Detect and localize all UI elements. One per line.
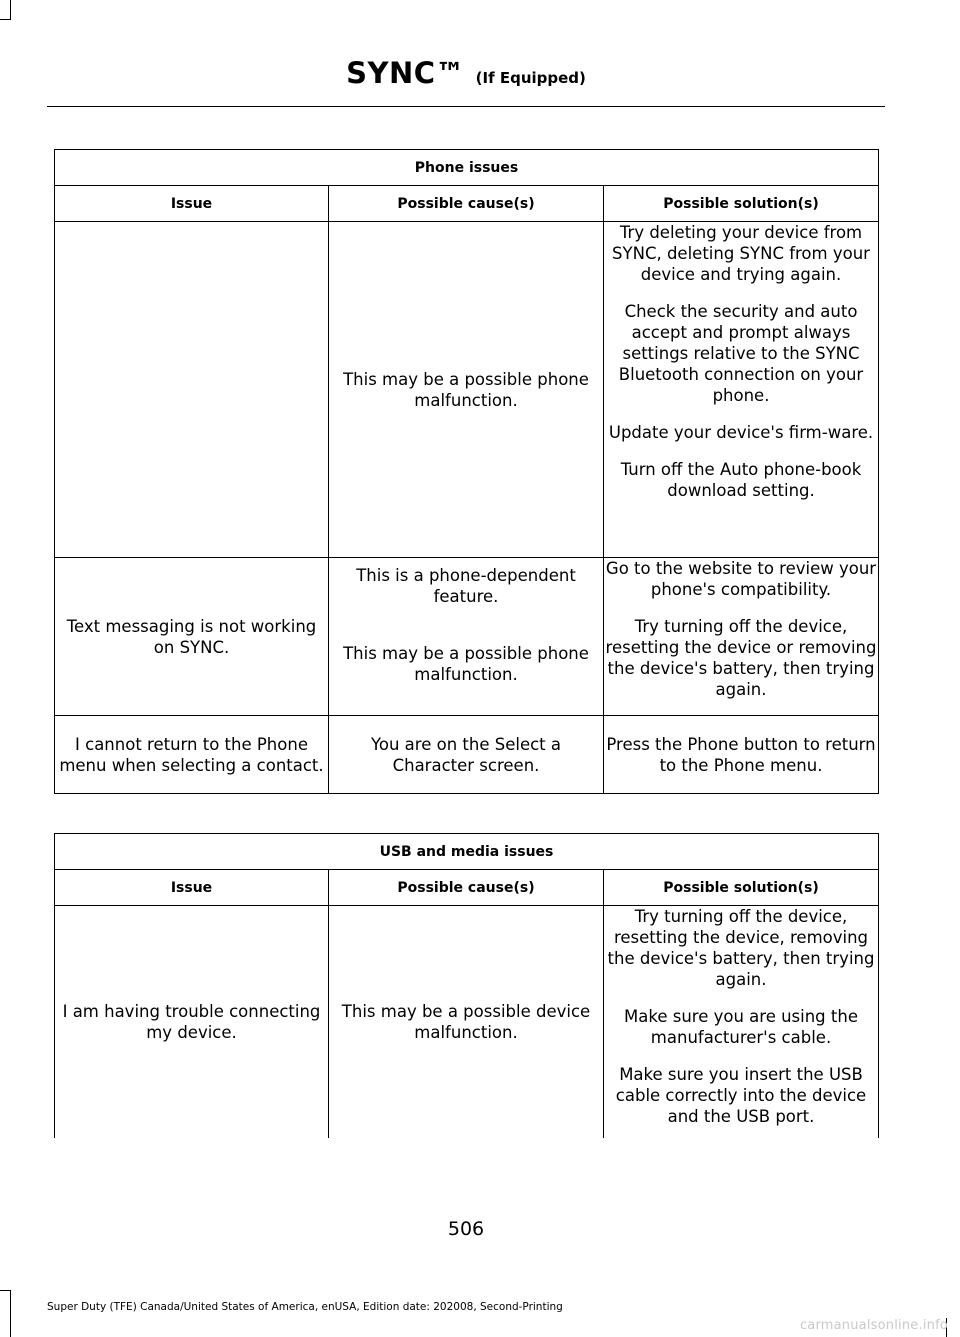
solution-cell — [604, 222, 879, 558]
table-row — [55, 558, 879, 716]
column-header-issue: Issue — [55, 186, 329, 222]
phone-issues-table — [54, 149, 879, 794]
issue-cell: I cannot return to the Phone menu when selecting a contact. — [55, 716, 329, 794]
solution-cell — [604, 558, 879, 716]
cause-cell — [329, 558, 604, 716]
column-header-cause: Possible cause(s) — [329, 186, 604, 222]
solution-text: Make sure you are using the manufacturer's cable. — [624, 1007, 858, 1047]
cause-text: This is a phone-dependent feature. — [356, 566, 576, 606]
cause-cell: You are on the Select a Character screen. — [329, 716, 604, 794]
page-header — [0, 56, 932, 90]
solution-text: Try turning off the device, resetting the device or removing the device's battery, then trying again. — [605, 617, 877, 699]
header-rule — [47, 106, 885, 107]
solution-cell — [604, 906, 879, 1138]
solution-cell: Press the Phone button to return to the Phone menu. — [604, 716, 879, 794]
table-caption: USB and media issues — [55, 834, 879, 870]
header-title: SYNC™ — [346, 56, 466, 90]
column-header-issue: Issue — [55, 870, 329, 906]
crop-mark — [0, 19, 11, 20]
column-header-solution: Possible solution(s) — [604, 870, 879, 906]
solution-text: Turn off the Auto phone-book download setting. — [620, 460, 862, 500]
issue-cell: Text messaging is not working on SYNC. — [55, 558, 329, 716]
solution-text: Update your device's firm-ware. — [608, 423, 874, 442]
header-subtitle: (If Equipped) — [475, 69, 586, 87]
solution-text: Make sure you insert the USB cable correctly into the device and the USB port. — [615, 1065, 867, 1126]
usb-media-issues-table — [54, 833, 879, 1138]
column-header-solution: Possible solution(s) — [604, 186, 879, 222]
solution-text: Go to the website to review your phone's compatibility. — [605, 559, 877, 599]
crop-mark — [10, 0, 11, 20]
table-row — [55, 222, 879, 558]
solution-text: Try deleting your device from SYNC, deleting SYNC from your device and trying again. — [612, 223, 870, 284]
solution-text: Check the security and auto accept and prompt always settings relative to the SYNC Bluetooth connection on your phone. — [618, 302, 864, 405]
watermark: carmanualsonline.info — [799, 1318, 948, 1333]
footer-text: Super Duty (TFE) Canada/United States of America, enUSA, Edition date: 202008, Second-Printing — [47, 1301, 563, 1313]
table-row — [55, 716, 879, 794]
cause-text: This may be a possible phone malfunction. — [343, 644, 589, 684]
crop-mark — [10, 1290, 11, 1337]
cause-cell: This may be a possible device malfunction. — [329, 906, 604, 1138]
table-row — [55, 906, 879, 1138]
column-header-cause: Possible cause(s) — [329, 870, 604, 906]
cause-cell: This may be a possible phone malfunction. — [329, 222, 604, 558]
solution-text: Try turning off the device, resetting the device, removing the device's battery, then trying again. — [607, 907, 875, 989]
table-caption: Phone issues — [55, 150, 879, 186]
page-number: 506 — [447, 1218, 485, 1240]
crop-mark — [0, 1290, 11, 1291]
issue-cell: I am having trouble connecting my device. — [55, 906, 329, 1138]
issue-cell — [55, 222, 329, 558]
